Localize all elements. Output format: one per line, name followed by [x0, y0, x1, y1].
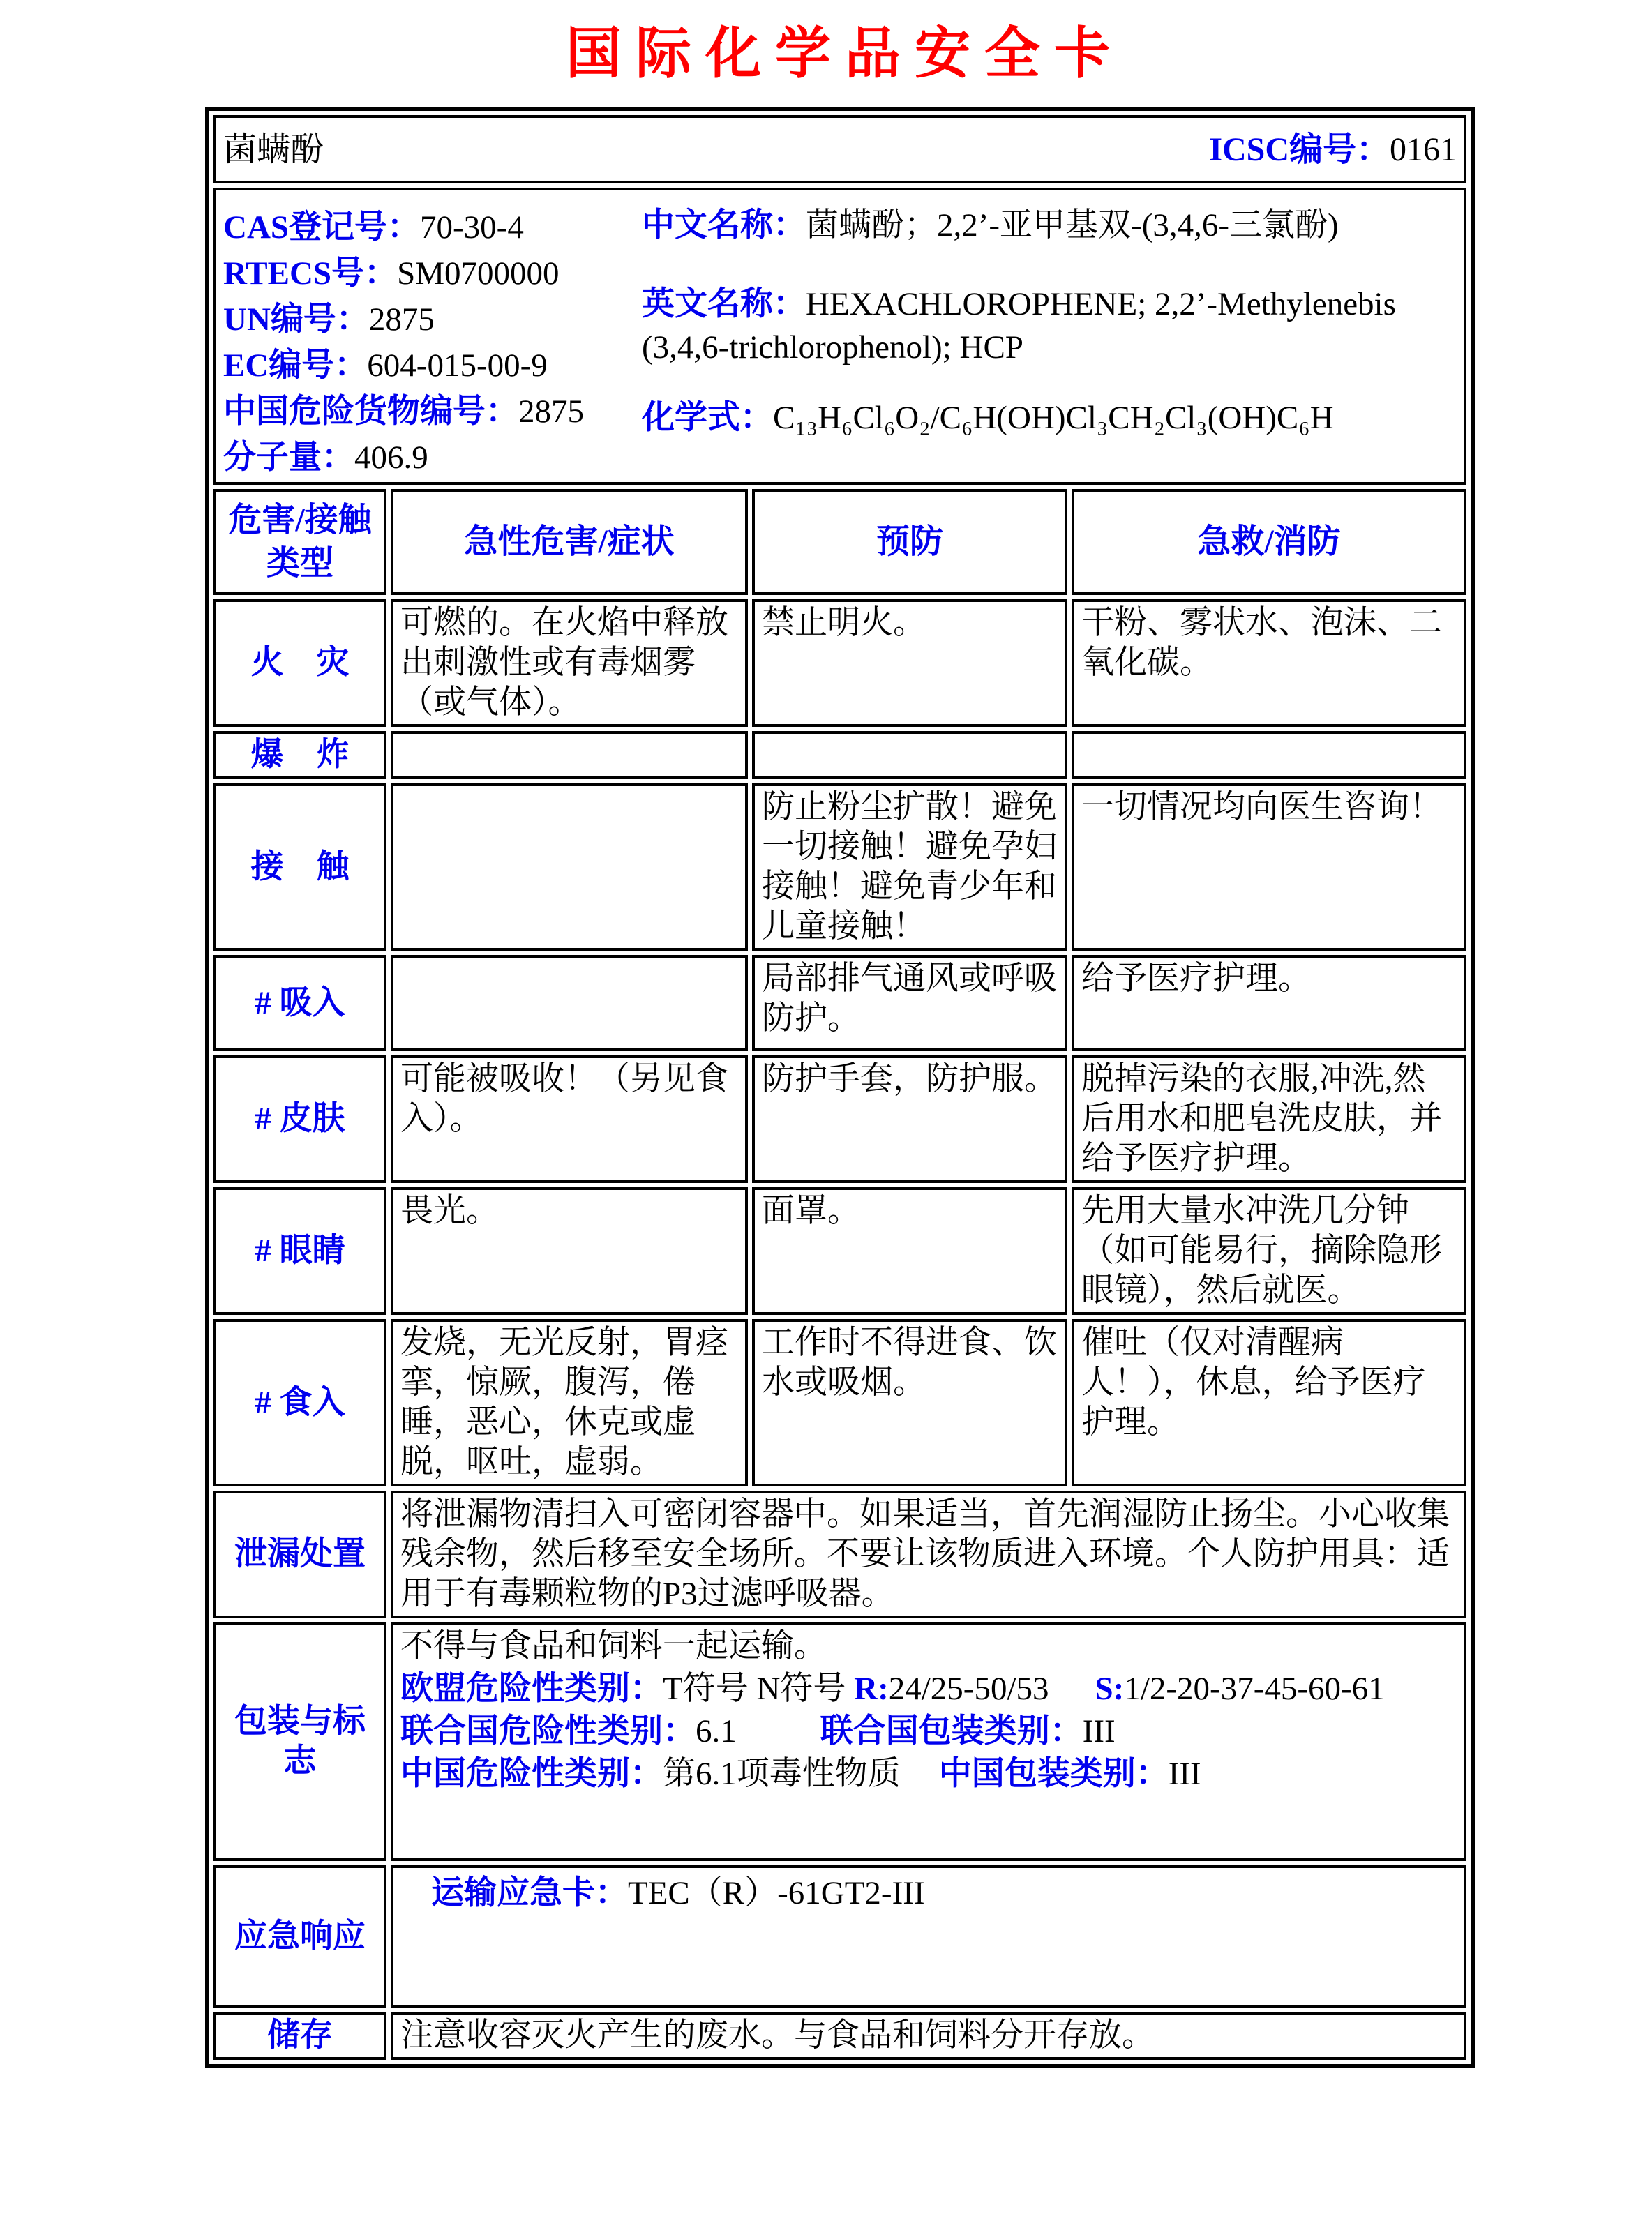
fire-row	[213, 599, 1466, 727]
eyes-prevention-cell: 面罩。	[752, 1187, 1067, 1315]
substance-header-row	[213, 115, 1466, 183]
s-phrases-label: S:	[1095, 1671, 1125, 1707]
spill-label: 泄漏处置	[213, 1491, 386, 1618]
transport-emergency-card-line	[400, 1869, 1457, 1913]
hazard-table-header-row	[213, 489, 1466, 595]
ingestion-prevention-cell: 工作时不得进食、饮水或吸烟。	[752, 1319, 1067, 1486]
ingestion-symptoms-cell: 发烧，无光反射，胃痉挛，惊厥，腹泻，倦睡，恶心，休克或虚脱，呕吐，虚弱。	[391, 1319, 748, 1486]
packaging-row	[213, 1622, 1466, 1861]
eu-class-label: 欧盟危险性类别：	[400, 1671, 663, 1707]
inhalation-label: # 吸入	[213, 955, 386, 1051]
inhalation-symptoms-cell	[391, 955, 748, 1051]
emergency-content-cell	[391, 1865, 1466, 2008]
skin-label: # 皮肤	[213, 1055, 386, 1183]
china-dg-number-row	[223, 389, 642, 435]
substance-header-cell	[213, 115, 1466, 183]
chinese-name-label: 中文名称：	[642, 207, 806, 243]
storage-text-cell: 注意收容灭火产生的废水。与食品和饲料分开存放。	[391, 2012, 1466, 2060]
cas-number-row	[223, 204, 642, 250]
ec-number-value: 604-015-00-9	[367, 347, 548, 384]
eyes-row	[213, 1187, 1466, 1315]
fire-label: 火 灾	[213, 599, 386, 727]
exposure-prevention-cell: 防止粉尘扩散！避免一切接触！避免孕妇接触！避免青少年和儿童接触！	[752, 783, 1067, 951]
col-header-symptoms: 急性危害/症状	[391, 489, 748, 595]
skin-row	[213, 1055, 1466, 1183]
identification-row	[213, 188, 1466, 485]
fire-prevention-cell: 禁止明火。	[752, 599, 1067, 727]
un-hazard-class-label: 联合国危险性类别：	[400, 1713, 696, 1749]
skin-symptoms-cell: 可能被吸收！（另见食入）。	[391, 1055, 748, 1183]
emergency-label: 应急响应	[213, 1865, 386, 2008]
r-phrases-label: R:	[854, 1671, 889, 1707]
s-phrases-value: 1/2-20-37-45-60-61	[1124, 1671, 1385, 1707]
cn-hazard-class-label: 中国危险性类别：	[400, 1756, 663, 1792]
china-dg-number-value: 2875	[518, 393, 584, 430]
r-phrases-value: 24/25-50/53	[888, 1671, 1049, 1707]
col-header-prevention: 预防	[752, 489, 1067, 595]
cas-number-value: 70-30-4	[420, 209, 524, 246]
explosion-row	[213, 731, 1466, 779]
rtecs-number-row	[223, 250, 642, 296]
explosion-prevention-cell	[752, 731, 1067, 779]
molecular-weight-label: 分子量：	[223, 439, 354, 476]
eyes-symptoms-cell: 畏光。	[391, 1187, 748, 1315]
exposure-symptoms-cell	[391, 783, 748, 951]
un-number-label: UN编号：	[223, 301, 369, 338]
ec-number-label: EC编号：	[223, 347, 368, 384]
explosion-first-aid-cell	[1072, 731, 1466, 779]
ingestion-first-aid-cell: 催吐（仅对清醒病人！），休息，给予医疗护理。	[1072, 1319, 1466, 1486]
explosion-label: 爆 炸	[213, 731, 386, 779]
page-title: 国际化学品安全卡	[566, 24, 1124, 85]
icsc-number-value: 0161	[1390, 130, 1457, 168]
storage-row	[213, 2012, 1466, 2060]
packaging-un-class-line	[400, 1712, 1457, 1752]
cn-pack-group-label: 中国包装类别：	[938, 1756, 1169, 1792]
transport-emergency-card-value: TEC（R）-61GT2-III	[628, 1875, 925, 1911]
icsc-document-page	[205, 0, 1471, 2068]
packaging-transport-note: 不得与食品和饲料一起运输。	[400, 1628, 827, 1664]
inhalation-prevention-cell: 局部排气通风或呼吸防护。	[752, 955, 1067, 1051]
exposure-row	[213, 783, 1466, 951]
ingestion-label: # 食入	[213, 1319, 386, 1486]
chemical-names	[642, 204, 1457, 481]
col-header-hazard-type: 危害/接触类型	[213, 489, 386, 595]
rtecs-number-label: RTECS号：	[223, 255, 398, 292]
icsc-number	[1209, 130, 1457, 170]
packaging-cn-class-line	[400, 1754, 1457, 1794]
inhalation-row	[213, 955, 1466, 1051]
skin-first-aid-cell: 脱掉污染的衣服,冲洗,然后用水和肥皂洗皮肤，并给予医疗护理。	[1072, 1055, 1466, 1183]
eyes-label: # 眼睛	[213, 1187, 386, 1315]
un-number-value: 2875	[368, 301, 435, 338]
rtecs-number-value: SM0700000	[397, 255, 560, 292]
identification-cell	[213, 188, 1466, 485]
cas-number-label: CAS登记号：	[223, 209, 421, 246]
english-name-value: HEXACHLOROPHENE; 2,2’-Methylenebis (3,4,6-trichlorophenol); HCP	[642, 286, 1396, 366]
skin-prevention-cell: 防护手套，防护服。	[752, 1055, 1067, 1183]
formula-row	[642, 397, 1457, 439]
identifier-list	[223, 204, 642, 481]
cn-hazard-class-value: 第6.1项毒性物质	[663, 1756, 901, 1792]
col-header-first-aid: 急救/消防	[1072, 489, 1466, 595]
fire-first-aid-cell: 干粉、雾状水、泡沫、二氧化碳。	[1072, 599, 1466, 727]
un-hazard-class-value: 6.1	[696, 1713, 737, 1749]
chinese-name-value: 菌螨酚；2,2’-亚甲基双-(3,4,6-三氯酚)	[806, 207, 1339, 243]
safety-card-table	[205, 107, 1475, 2068]
inhalation-first-aid-cell: 给予医疗护理。	[1072, 955, 1466, 1051]
molecular-weight-value: 406.9	[354, 439, 428, 476]
formula-label: 化学式：	[642, 400, 773, 436]
eyes-first-aid-cell: 先用大量水冲洗几分钟（如可能易行，摘除隐形眼镜），然后就医。	[1072, 1187, 1466, 1315]
emergency-row	[213, 1865, 1466, 2008]
china-dg-number-label: 中国危险货物编号：	[223, 393, 518, 430]
ingestion-row	[213, 1319, 1466, 1486]
english-name-row	[642, 283, 1457, 369]
eu-class-symbols: T符号 N符号	[663, 1671, 855, 1707]
explosion-symptoms-cell	[391, 731, 748, 779]
molecular-weight-row	[223, 435, 642, 481]
formula-value: C₁₃H₆Cl₆O₂/C₆H(OH)Cl₃CH₂Cl₃(OH)C₆H	[773, 400, 1334, 436]
packaging-label: 包装与标志	[213, 1622, 386, 1861]
storage-label: 储存	[213, 2012, 386, 2060]
un-number-row	[223, 296, 642, 342]
ec-number-row	[223, 342, 642, 389]
fire-symptoms-cell: 可燃的。在火焰中释放出刺激性或有毒烟雾（或气体）。	[391, 599, 748, 727]
exposure-first-aid-cell: 一切情况均向医生咨询！	[1072, 783, 1466, 951]
spill-text-cell: 将泄漏物清扫入可密闭容器中。如果适当，首先润湿防止扬尘。小心收集残余物，然后移至安全场所。不要让该物质进入环境。个人防护用具：适用于有毒颗粒物的P3过滤呼吸器。	[391, 1491, 1466, 1618]
un-pack-group-label: 联合国包装类别：	[820, 1713, 1083, 1749]
un-pack-group-value: III	[1082, 1713, 1116, 1749]
spill-row	[213, 1491, 1466, 1618]
english-name-label: 英文名称：	[642, 286, 806, 322]
packaging-content-cell	[391, 1622, 1466, 1861]
substance-name: 菌螨酚	[223, 130, 324, 168]
exposure-label: 接 触	[213, 783, 386, 951]
chinese-name-row	[642, 204, 1457, 246]
cn-pack-group-value: III	[1168, 1756, 1201, 1792]
packaging-eu-class-line	[400, 1669, 1457, 1709]
icsc-number-label: ICSC编号：	[1209, 130, 1390, 168]
transport-emergency-card-label: 运输应急卡：	[431, 1875, 628, 1911]
